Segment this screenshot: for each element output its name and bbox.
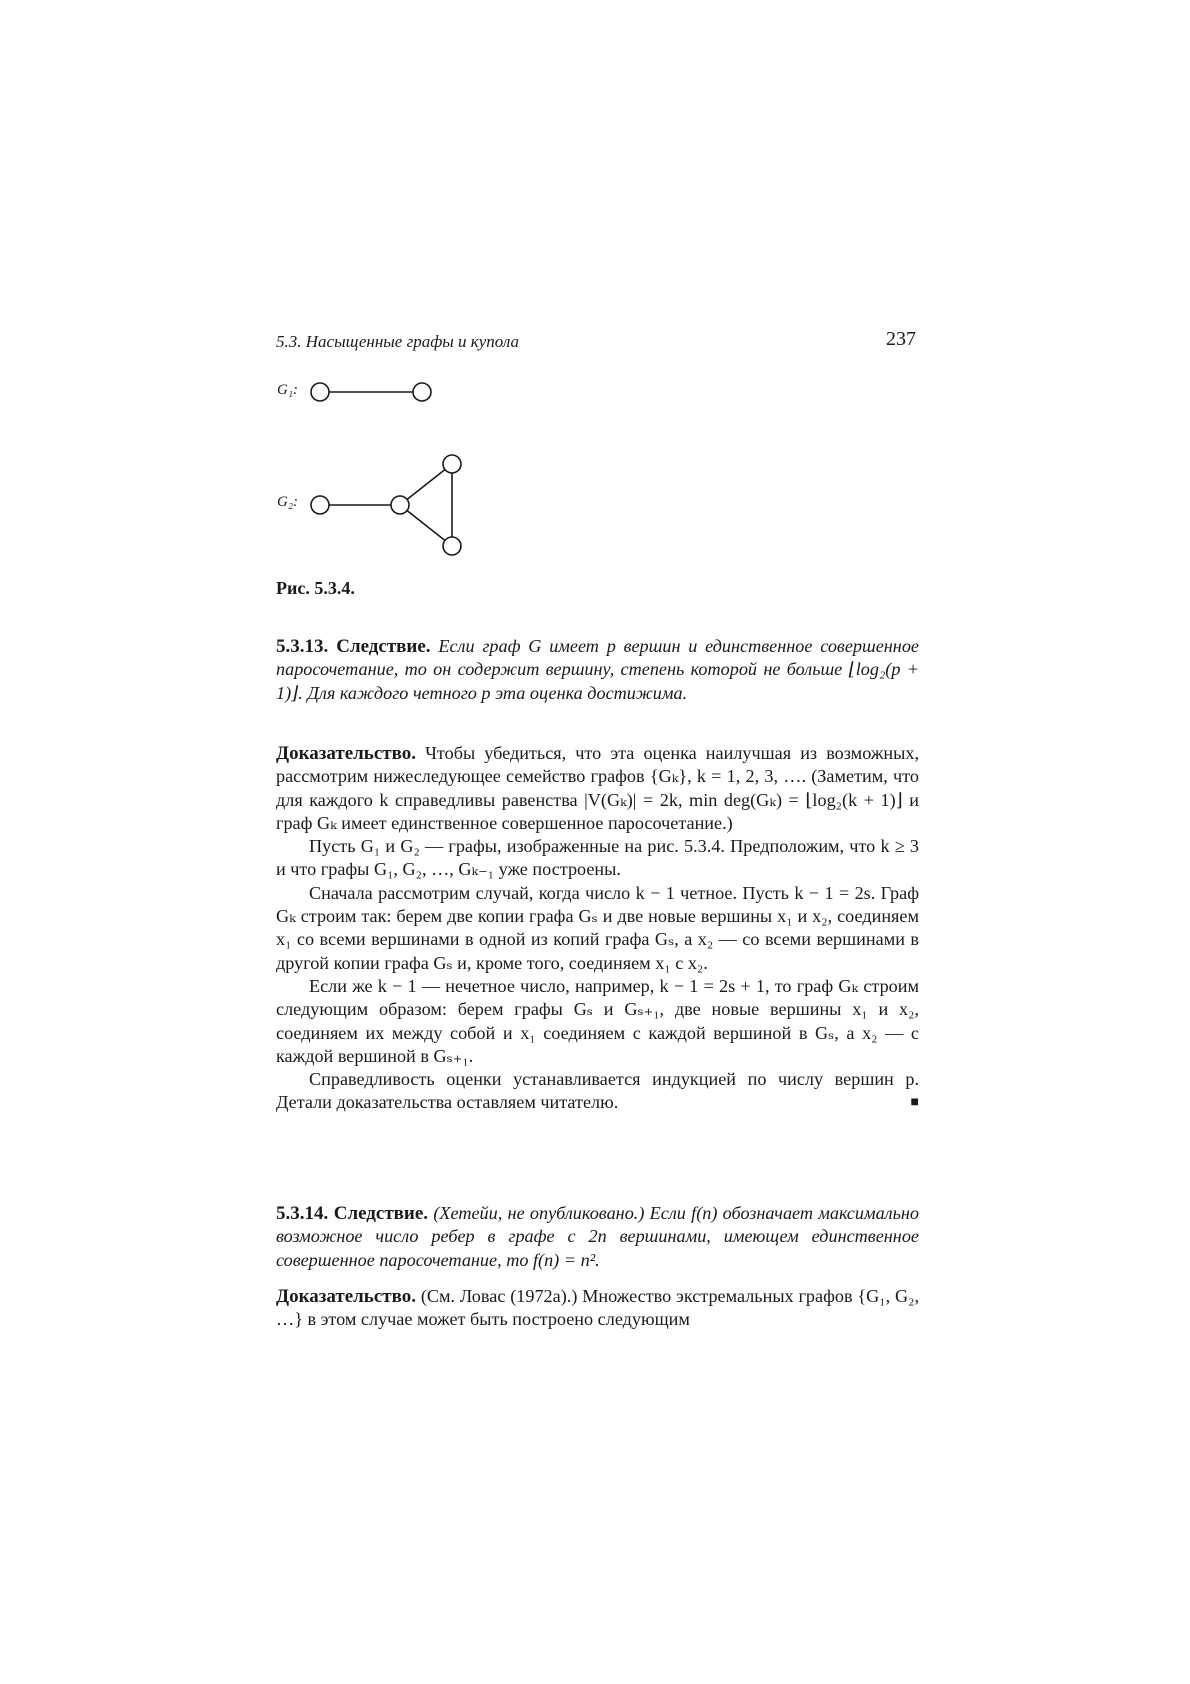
running-head [276, 328, 916, 358]
corollary-5-3-13 [276, 635, 919, 705]
page-number: 237 [886, 328, 916, 350]
g1-vertex-left [311, 383, 329, 401]
proof-13-label: Доказательство. [276, 743, 416, 764]
proof-13-paragraph-1: Чтобы убедиться, что эта оценка наилучшая из возможных, рассмотрим нижеследующее семейство графов {Gₖ}, k = 1, 2, 3, …. (Заметим, что для каждого k справедливы равенства |V(Gₖ)| = 2k, min deg(Gₖ) = ⌊log₂(k + 1)⌋ и граф Gₖ имеет единственное совершенное паросочетание.) [276, 743, 919, 833]
g2-edge-lower [400, 505, 452, 546]
corollary-14-label: 5.3.14. Следствие. [276, 1203, 429, 1224]
g2-vertex-bottom [443, 537, 461, 555]
proof-14-body: (См. Ловас (1972a).) Множество экстремальных графов {G₁, G₂, …} в этом случае может быть построено следующим [276, 1286, 920, 1330]
g2-edge-upper [400, 464, 452, 505]
graph-drawing [270, 370, 490, 560]
corollary-5-3-14 [276, 1202, 919, 1272]
g2-vertex-pendant [311, 496, 329, 514]
qed-mark: ■ [910, 1095, 919, 1111]
proof-5-3-14 [276, 1285, 919, 1332]
corollary-13-label: 5.3.13. Следствие. [276, 636, 431, 657]
proof-13-paragraph-5: Справедливость оценки устанавливается индукцией по числу вершин p. Детали доказательства оставляем читателю. [276, 1069, 919, 1113]
g2-vertex-center [391, 496, 409, 514]
figure-caption: Рис. 5.3.4. [276, 578, 355, 598]
graph-g2-label: G₂: [277, 494, 299, 510]
proof-5-3-13 [276, 742, 919, 1115]
running-head-title: 5.3. Насыщенные графы и купола [276, 332, 519, 351]
proof-13-paragraph-4: Если же k − 1 — нечетное число, например, k − 1 = 2s + 1, то граф Gₖ строим следующим образом: берем графы Gₛ и Gₛ₊₁, две новые вершины x₁ и x₂, соединяем их между собой и x₁ соединяем с каждой вершиной в Gₛ, а x₂ — с каждой вершиной в Gₛ₊₁. [276, 975, 919, 1066]
corollary-13-body: Если граф G имеет p вершин и единственное совершенное паросочетание, то он содержит вершину, степень которой не больше ⌊log₂(p + 1)⌋. Для каждого четного p эта оценка достижима. [276, 636, 919, 703]
proof-14-label: Доказательство. [276, 1286, 416, 1307]
proof-13-paragraph-2: Пусть G₁ и G₂ — графы, изображенные на рис. 5.3.4. Предположим, что k ≥ 3 и что графы G₁, G₂, …, Gₖ₋₁ уже построены. [276, 836, 919, 880]
figure-5-3-4 [270, 370, 490, 560]
g2-vertex-top [443, 455, 461, 473]
graph-g1-label: G₁: [277, 382, 299, 398]
corollary-14-body: (Хетейи, не опубликовано.) Если f(n) обозначает максимально возможное число ребер в графе с 2n вершинами, имеющем единственное совершенное паросочетание, то f(n) = n². [276, 1203, 919, 1270]
g1-vertex-right [413, 383, 431, 401]
proof-13-paragraph-3: Сначала рассмотрим случай, когда число k − 1 четное. Пусть k − 1 = 2s. Граф Gₖ строим так: берем две копии графа Gₛ и две новые вершины x₁ и x₂, соединяем x₁ со всеми вершинами в одной из копий графа Gₛ, а x₂ — со всеми вершинами в другой копии графа Gₛ и, кроме того, соединяем x₁ с x₂. [276, 882, 919, 973]
